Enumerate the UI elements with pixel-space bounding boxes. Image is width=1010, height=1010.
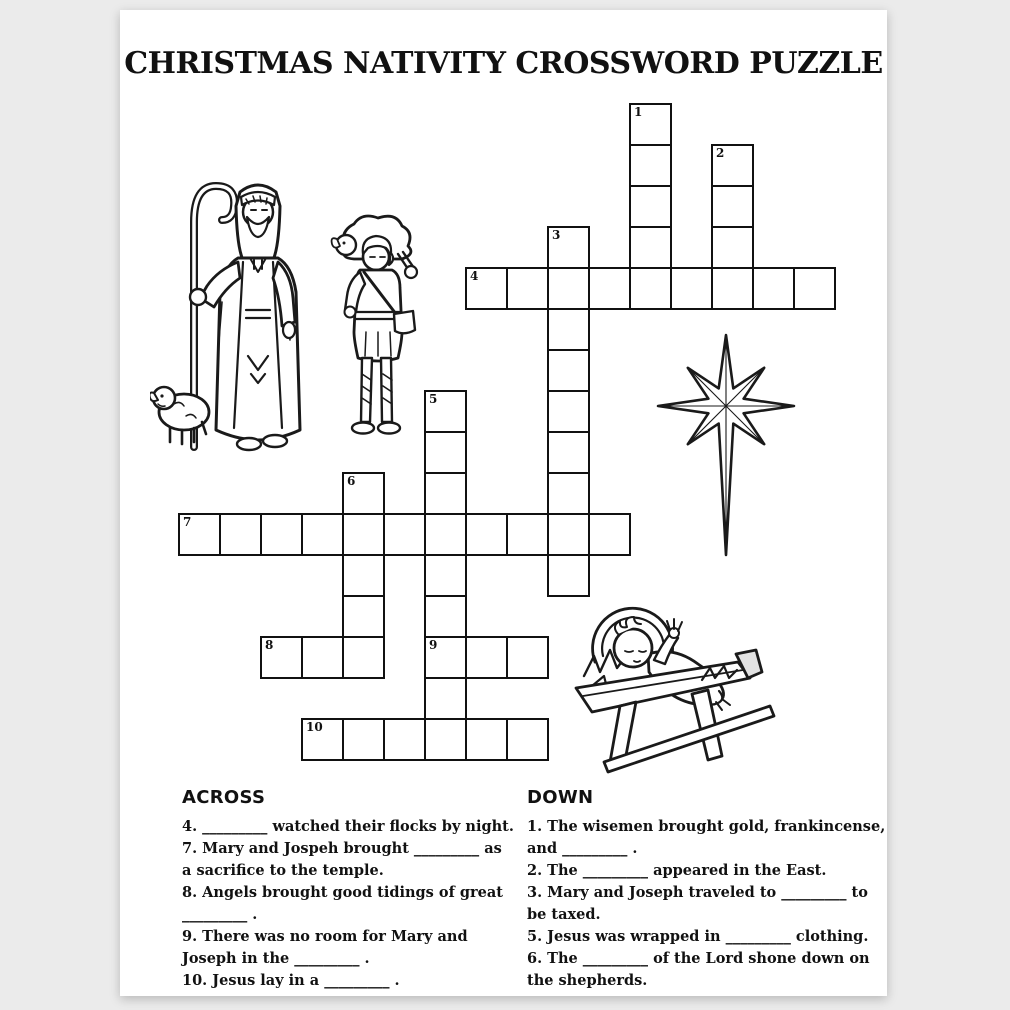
crossword-cell[interactable] xyxy=(752,267,795,310)
crossword-cell[interactable] xyxy=(547,554,590,597)
crossword-cell[interactable] xyxy=(465,513,508,556)
clue-number: 8 xyxy=(265,638,274,652)
crossword-cell[interactable] xyxy=(670,267,713,310)
crossword-cell[interactable] xyxy=(424,390,467,433)
crossword-cell[interactable] xyxy=(547,349,590,392)
crossword-cell[interactable] xyxy=(260,636,303,679)
crossword-cell[interactable] xyxy=(424,472,467,515)
crossword-cell[interactable] xyxy=(506,267,549,310)
down-clues-section xyxy=(527,787,889,992)
crossword-cell[interactable] xyxy=(629,144,672,187)
clue-number: 2 xyxy=(716,146,725,160)
crossword-cell[interactable] xyxy=(711,185,754,228)
crossword-cell[interactable] xyxy=(424,595,467,638)
crossword-cell[interactable] xyxy=(629,185,672,228)
crossword-cell[interactable] xyxy=(301,718,344,761)
crossword-cell[interactable] xyxy=(260,513,303,556)
crossword-cell[interactable] xyxy=(547,267,590,310)
clue-number: 10 xyxy=(306,720,323,734)
crossword-cell[interactable] xyxy=(465,718,508,761)
crossword-cell[interactable] xyxy=(383,513,426,556)
crossword-cell[interactable] xyxy=(424,431,467,474)
clue: 8. Angels brought good tidings of great _________ . xyxy=(182,884,503,923)
crossword-cell[interactable] xyxy=(178,513,221,556)
crossword-cell[interactable] xyxy=(342,513,385,556)
down-heading: DOWN xyxy=(527,787,594,808)
crossword-cell[interactable] xyxy=(711,267,754,310)
crossword-cell[interactable] xyxy=(547,390,590,433)
crossword-cell[interactable] xyxy=(219,513,262,556)
young-shepherd xyxy=(332,216,417,434)
crossword-cell[interactable] xyxy=(547,472,590,515)
crossword-cell[interactable] xyxy=(547,513,590,556)
worksheet-page xyxy=(120,10,887,996)
clue: 10. Jesus lay in a _________ . xyxy=(182,972,400,989)
crossword-cell[interactable] xyxy=(424,677,467,720)
clue: 2. The _________ appeared in the East. xyxy=(527,862,827,879)
crossword-cell[interactable] xyxy=(547,431,590,474)
crossword-cell[interactable] xyxy=(711,144,754,187)
crossword-cell[interactable] xyxy=(793,267,836,310)
crossword-cell[interactable] xyxy=(629,267,672,310)
crossword-cell[interactable] xyxy=(547,308,590,351)
shepherds-drawing xyxy=(150,160,438,460)
baby-jesus-manger-drawing xyxy=(570,590,780,780)
clue-number: 9 xyxy=(429,638,438,652)
clue-number: 1 xyxy=(634,105,643,119)
clue: 7. Mary and Jospeh brought _________ as a sacrifice to the temple. xyxy=(182,840,502,879)
crossword-cell[interactable] xyxy=(301,513,344,556)
clue: 6. The _________ of the Lord shone down on the shepherds. xyxy=(527,950,870,989)
across-heading: ACROSS xyxy=(182,787,266,808)
crossword-cell[interactable] xyxy=(342,595,385,638)
clue-number: 6 xyxy=(347,474,356,488)
crossword-cell[interactable] xyxy=(342,718,385,761)
across-clues-section xyxy=(182,787,514,992)
page-title: CHRISTMAS NATIVITY CROSSWORD PUZZLE xyxy=(124,46,883,81)
clue-number: 7 xyxy=(183,515,192,529)
clue: 5. Jesus was wrapped in _________ clothing. xyxy=(527,928,869,945)
clue-number: 5 xyxy=(429,392,438,406)
crossword-cell[interactable] xyxy=(465,267,508,310)
lamb-icon xyxy=(150,387,209,444)
crossword-cell[interactable] xyxy=(342,472,385,515)
crossword-cell[interactable] xyxy=(342,554,385,597)
crossword-cell[interactable] xyxy=(424,554,467,597)
crossword-cell[interactable] xyxy=(547,226,590,269)
star-illustration xyxy=(650,330,800,575)
clue-number: 4 xyxy=(470,269,479,283)
crossword-cell[interactable] xyxy=(383,718,426,761)
clue: 9. There was no room for Mary and Joseph in the _________ . xyxy=(182,928,468,967)
crossword-cell[interactable] xyxy=(588,513,631,556)
crossword-cell[interactable] xyxy=(424,718,467,761)
clue: 1. The wisemen brought gold, frankincense, and _________ . xyxy=(527,818,886,857)
crossword-cell[interactable] xyxy=(629,103,672,146)
manger-illustration xyxy=(570,590,780,780)
crossword-cell[interactable] xyxy=(506,636,549,679)
clue-number: 3 xyxy=(552,228,561,242)
down-clue-list xyxy=(527,816,889,992)
clue: 3. Mary and Joseph traveled to _________ to be taxed. xyxy=(527,884,868,923)
crossword-cell[interactable] xyxy=(424,513,467,556)
crossword-cell[interactable] xyxy=(342,636,385,679)
across-clue-list xyxy=(182,816,514,992)
bethlehem-star-icon xyxy=(650,330,800,575)
crossword-cell[interactable] xyxy=(629,226,672,269)
crossword-cell[interactable] xyxy=(588,267,631,310)
crossword-cell[interactable] xyxy=(711,226,754,269)
crossword-cell[interactable] xyxy=(424,636,467,679)
crossword-cell[interactable] xyxy=(465,636,508,679)
clue: 4. _________ watched their flocks by night. xyxy=(182,818,514,835)
crossword-cell[interactable] xyxy=(301,636,344,679)
crossword-cell[interactable] xyxy=(506,718,549,761)
shepherds-illustration xyxy=(150,160,438,460)
crossword-cell[interactable] xyxy=(506,513,549,556)
